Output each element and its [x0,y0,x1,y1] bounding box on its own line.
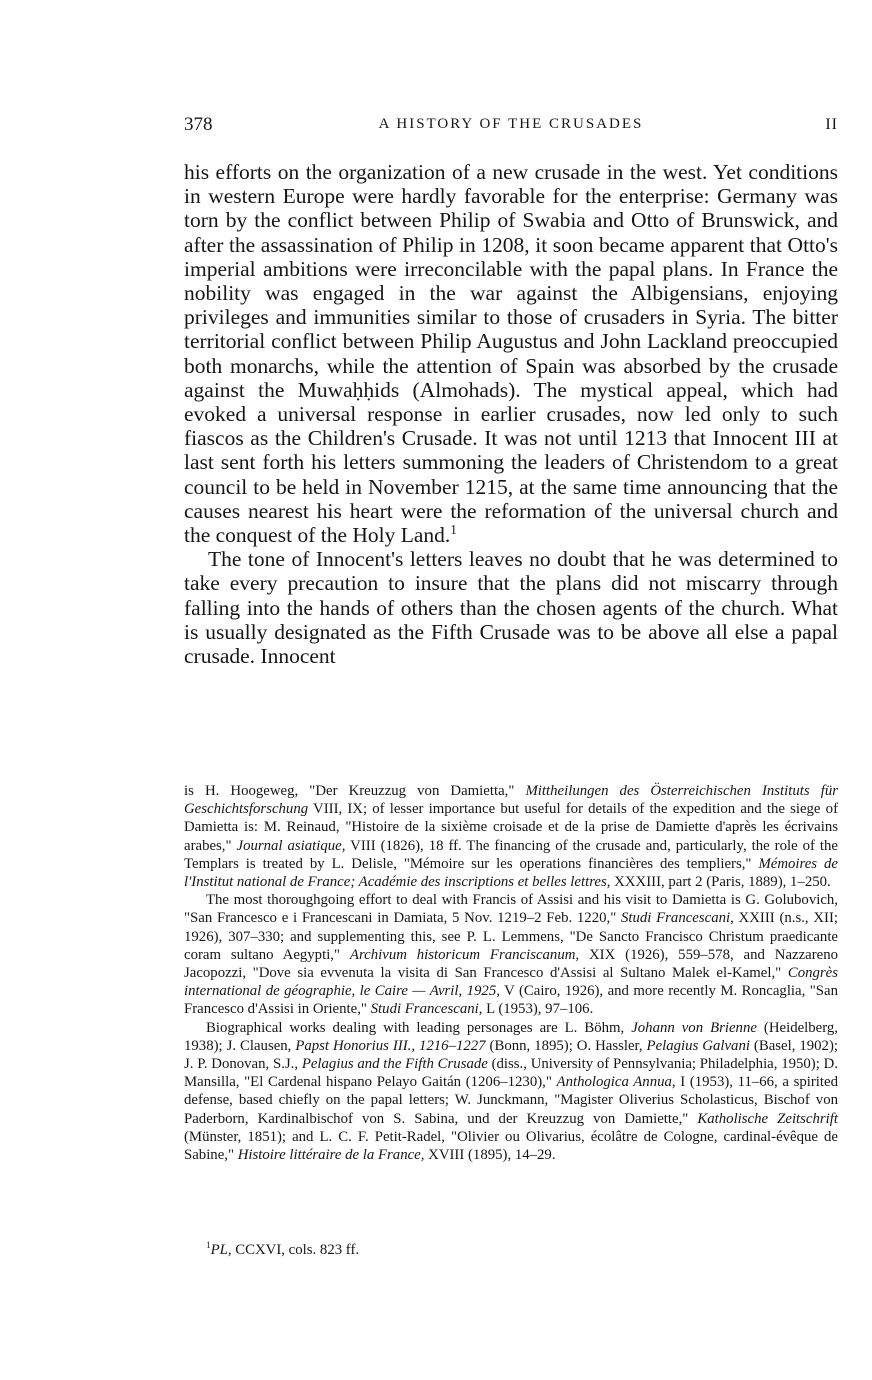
note-text: XVIII (1895), 14–29. [424,1147,556,1164]
body-paragraph: The tone of Innocent's letters leaves no doubt that he was determined to take every precaution to insure that the plans did not miscarry through falling into the hands of others than the chosen agents of the church. What is usually designated as the Fifth Crusade was to be above all else a papal crusade. Innocent [184,547,838,669]
note-text: is H. Hoogeweg, "Der Kreuzzug von Damietta," [184,783,526,799]
note-paragraph [184,1019,838,1165]
note-text: (Münster, 1851); and L. C. F. Petit-Radel, "Olivier ou Olivarius, écolâtre de Cologne, cardinal-évêque de Sabine," [184,1128,838,1164]
note-text: XIX (1926), 559–578, and Nazzareno Jacopozzi, "Dove sia evvenuta la visita di San Francesco d'Assisi al Sultano Malek el-Kamel," [184,946,839,982]
note-title: Pelagius Galvani [646,1037,750,1054]
note-text: XXXIII, part 2 (Paris, 1889), 1–250. [610,874,831,891]
note-paragraph [184,782,838,891]
note-title: Studi Francescani, [370,1001,483,1018]
main-text [184,160,838,668]
note-text: V (Cairo, 1926), and more recently M. Roncaglia, "San Francesco d'Assisi in Oriente," [184,983,838,1018]
footnote-source: PL, [210,1242,232,1258]
note-text: VIII, IX; of lesser importance but useful for details of the expedition and the siege of Damietta is: M. Reinaud, "Histoire de la sixième croisade et de la prise de Damiette d'après les écrivains arabes," [184,801,838,854]
note-text: (Heidelberg, 1938); J. Clausen, [184,1019,838,1054]
note-text: Biographical works dealing with leading personages are L. Böhm, [206,1019,632,1036]
paragraph-text: his efforts on the organization of a new crusade in the west. Yet conditions in western Europe were hardly favorable for the enterprise: Germany was torn by the conflict between Philip of Swabia and Otto of Brunswick, and after the assassination of Philip in 1208, it soon became apparent that Otto's imperial ambitions were irreconcilable with the papal plans. In France the nobility was engaged in the war against the Albigensians, enjoying privileges and immunities similar to those of crusaders in Syria. The bitter territorial conflict between Philip Augustus and John Lackland preoccupied both monarchs, while the attention of Spain was absorbed by the crusade against the Muwaḥḥids (Almohads). The mystical appeal, which had evoked a universal response in earlier crusades, now led only to such fiascos as the Children's Crusade. It was not until 1213 that Innocent III at last sent forth his letters summoning the leaders of Christendom to a great council to be held in November 1215, at the same time announcing that the causes nearest his heart were the reformation of the universal church and the conquest of the Holy Land. [184,160,838,548]
body-paragraph [184,160,838,547]
note-title: Congrès international de géographie, le Caire — Avril, 1925, [184,965,838,1000]
note-title: Johann von Brienne [631,1019,757,1036]
running-title: A HISTORY OF THE CRUSADES [378,116,644,132]
note-text: (Bonn, 1895); O. Hassler, [485,1037,647,1054]
continued-notes [184,782,838,1164]
note-text: The most thoroughgoing effort to deal with Francis of Assisi and his visit to Damietta is G. Golubovich, "San Francesco e i Francescani in Damiata, 5 Nov. 1219–2 Feb. 1220," [184,892,838,927]
note-title: Journal asiatique, [236,837,346,854]
note-title: Histoire littéraire de la France, [237,1147,425,1164]
footnote-reference: 1 [450,521,457,537]
note-title: Mittheilungen des Österreichischen Instituts für Geschichtsforschung [184,783,838,818]
note-text: (Basel, 1902); J. P. Donovan, S.J., [184,1037,838,1073]
running-header [184,114,838,140]
footnote-text: CCXVI, cols. 823 ff. [231,1242,360,1258]
note-title: Archivum historicum Franciscanum, [349,946,580,963]
note-paragraph [184,891,838,1018]
footnote [184,1241,838,1259]
note-title: Katholische Zeitschrift [697,1110,838,1127]
page-number: 378 [184,114,213,135]
volume-number: II [825,116,838,133]
note-text: I (1953), 11–66, a spirited defense, based chiefly on the papal letters; W. Junckmann, "Magister Oliverius Scholasticus, Bischof von Paderborn, Kardinalbischof von S. Sabina, und der Kreuzzug von Damiette," [184,1074,839,1127]
note-title: Mémoires de l'Institut national de France; Académie des inscriptions et belles lettres, [184,855,838,891]
note-title: Pelagius and the Fifth Crusade [301,1056,488,1073]
note-text: (diss., University of Pennsylvania; Philadelphia, 1950); D. Mansilla, "El Cardenal hispano Pelayo Gaitán (1206–1230)," [184,1056,838,1091]
note-text: L (1953), 97–106. [482,1001,594,1018]
footnote-number: 1 [206,1240,211,1251]
note-title: Studi Francescani, [620,910,734,927]
note-text: XXIII (n.s., XII; 1926), 307–330; and supplementing this, see P. L. Lemmens, "De Sancto Francisco Christum praedicante coram sultano Aegypti," [184,910,839,963]
note-title: Anthologica Annua, [556,1074,676,1091]
note-text: VIII (1826), 18 ff. The financing of the crusade and, particularly, the role of the Templars is treated by L. Delisle, "Mémoire sur les operations financières des templiers," [184,837,839,872]
note-title: Papst Honorius III., 1216–1227 [295,1037,486,1054]
